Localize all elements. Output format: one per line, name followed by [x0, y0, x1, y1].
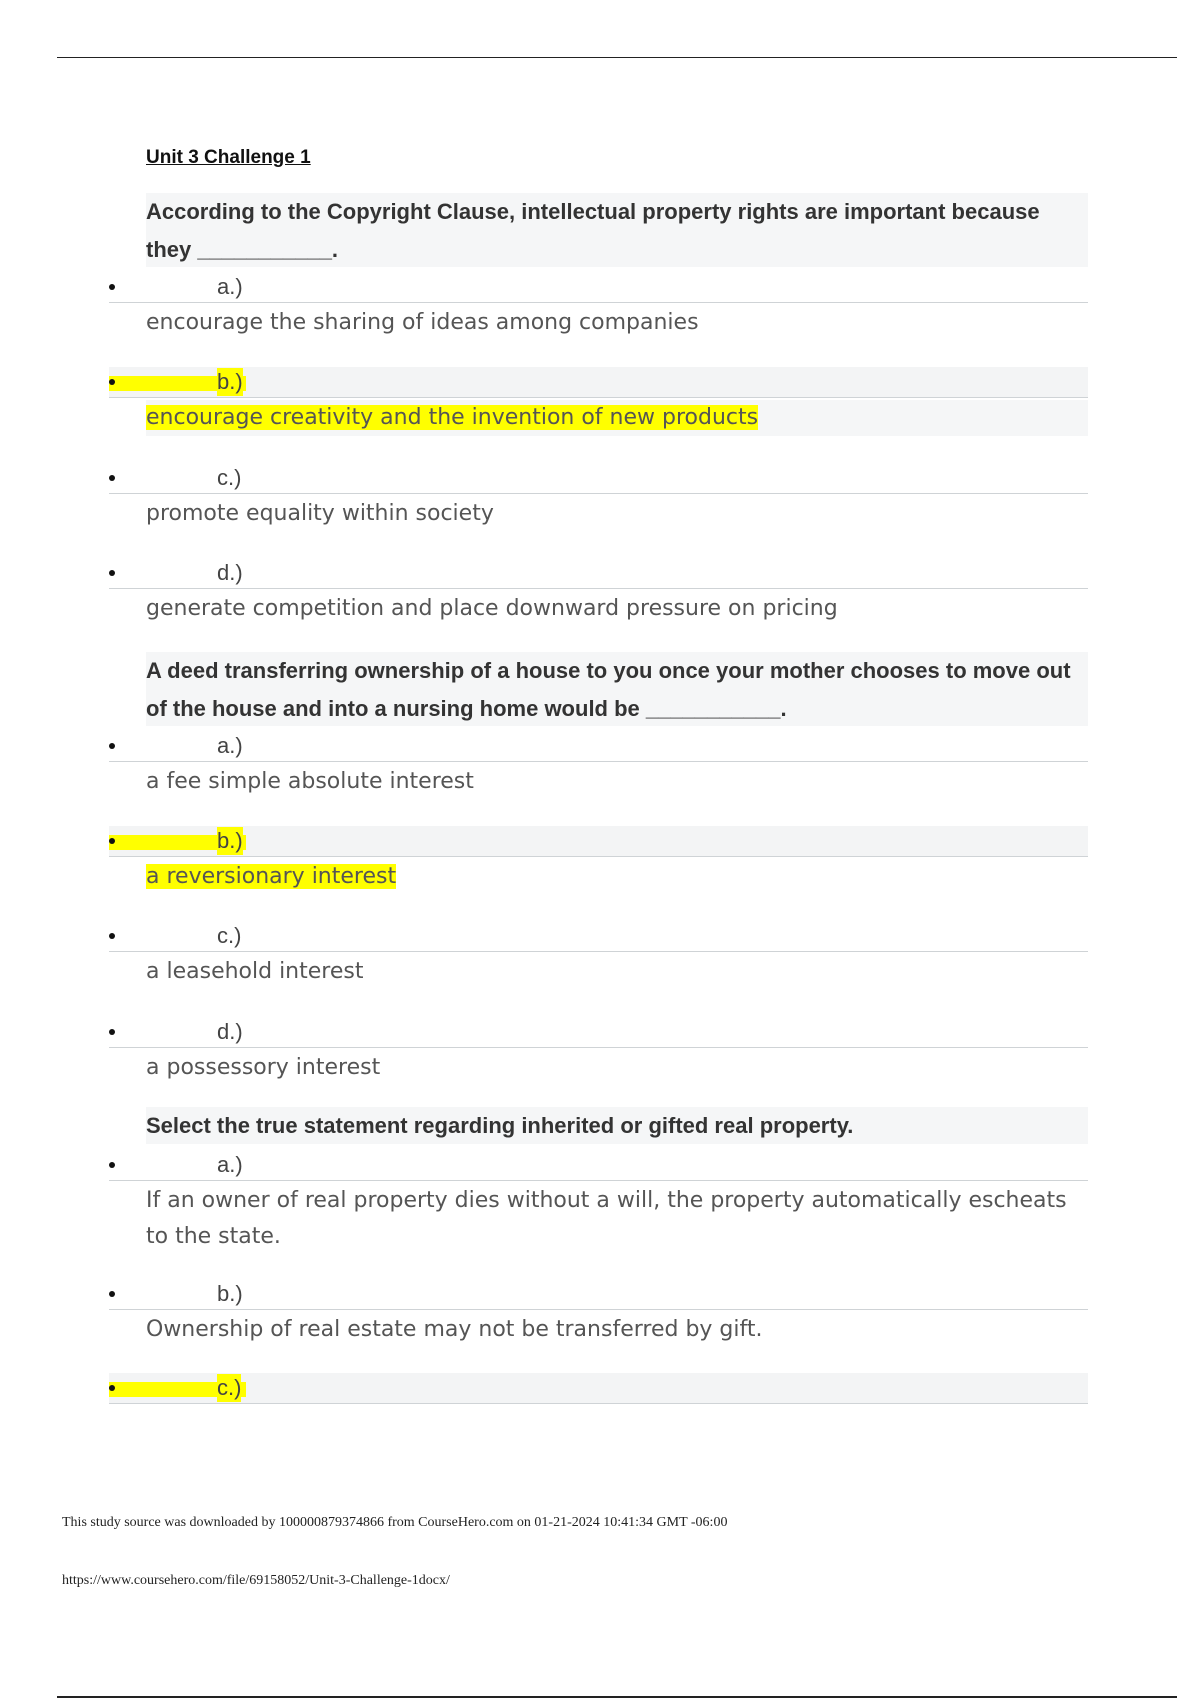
- option-text[interactable]: encourage the sharing of ideas among companies: [146, 310, 699, 335]
- option-text[interactable]: a possessory interest: [146, 1055, 381, 1080]
- top-rule: [57, 57, 1177, 58]
- bottom-rule: [57, 1696, 1177, 1698]
- option-letter: b.): [217, 828, 243, 853]
- option-text[interactable]: [146, 400, 1088, 436]
- selected-answer-text: a reversionary interest: [146, 864, 397, 889]
- bullet-icon: [109, 933, 115, 939]
- option-row[interactable]: [109, 463, 1088, 494]
- option-row[interactable]: [109, 272, 1088, 303]
- option-row[interactable]: [109, 826, 1088, 857]
- question-prompt: A deed transferring ownership of a house to you once your mother chooses to move out of the house and into a nursing home would be ___________.: [146, 652, 1088, 726]
- download-note: This study source was downloaded by 100000879374866 from CourseHero.com on 01-21-2024 10:41:34 GMT -06:00: [62, 1515, 728, 1530]
- option-text[interactable]: generate competition and place downward pressure on pricing: [146, 596, 838, 621]
- option-row[interactable]: [109, 1150, 1088, 1181]
- option-row[interactable]: [109, 921, 1088, 952]
- option-letter: d.): [217, 560, 243, 585]
- option-row[interactable]: [109, 1279, 1088, 1310]
- option-text[interactable]: Ownership of real estate may not be transferred by gift.: [146, 1317, 763, 1342]
- bullet-icon: [109, 284, 115, 290]
- option-row[interactable]: [109, 731, 1088, 762]
- bullet-icon: [109, 475, 115, 481]
- option-letter: a.): [217, 274, 243, 299]
- bullet-icon: [109, 838, 115, 844]
- option-row[interactable]: [109, 1017, 1088, 1048]
- question-prompt: Select the true statement regarding inherited or gifted real property.: [146, 1107, 1088, 1144]
- bullet-icon: [109, 379, 115, 385]
- option-text[interactable]: a leasehold interest: [146, 959, 364, 984]
- option-text[interactable]: a fee simple absolute interest: [146, 769, 474, 794]
- source-url: https://www.coursehero.com/file/69158052/Unit-3-Challenge-1docx/: [62, 1573, 450, 1588]
- option-row[interactable]: [109, 1373, 1088, 1404]
- option-row[interactable]: [109, 558, 1088, 589]
- option-letter: d.): [217, 1019, 243, 1044]
- option-letter: b.): [217, 1281, 243, 1306]
- option-text[interactable]: promote equality within society: [146, 501, 494, 526]
- bullet-icon: [109, 1385, 115, 1391]
- document-title: Unit 3 Challenge 1: [146, 147, 311, 168]
- bullet-icon: [109, 1162, 115, 1168]
- option-letter: a.): [217, 1152, 243, 1177]
- bullet-icon: [109, 1291, 115, 1297]
- bullet-icon: [109, 570, 115, 576]
- selected-answer-text: encourage creativity and the invention of new products: [146, 405, 759, 430]
- bullet-icon: [109, 743, 115, 749]
- question-prompt: According to the Copyright Clause, intellectual property rights are important because they ___________.: [146, 193, 1088, 267]
- option-text[interactable]: [146, 859, 1088, 895]
- option-letter: c.): [217, 465, 242, 490]
- option-letter: c.): [217, 1375, 242, 1400]
- option-letter: c.): [217, 923, 242, 948]
- bullet-icon: [109, 1029, 115, 1035]
- option-letter: b.): [217, 369, 243, 394]
- option-text[interactable]: If an owner of real property dies without a will, the property automatically escheats to the state.: [146, 1188, 1067, 1249]
- option-letter: a.): [217, 733, 243, 758]
- option-row[interactable]: [109, 367, 1088, 398]
